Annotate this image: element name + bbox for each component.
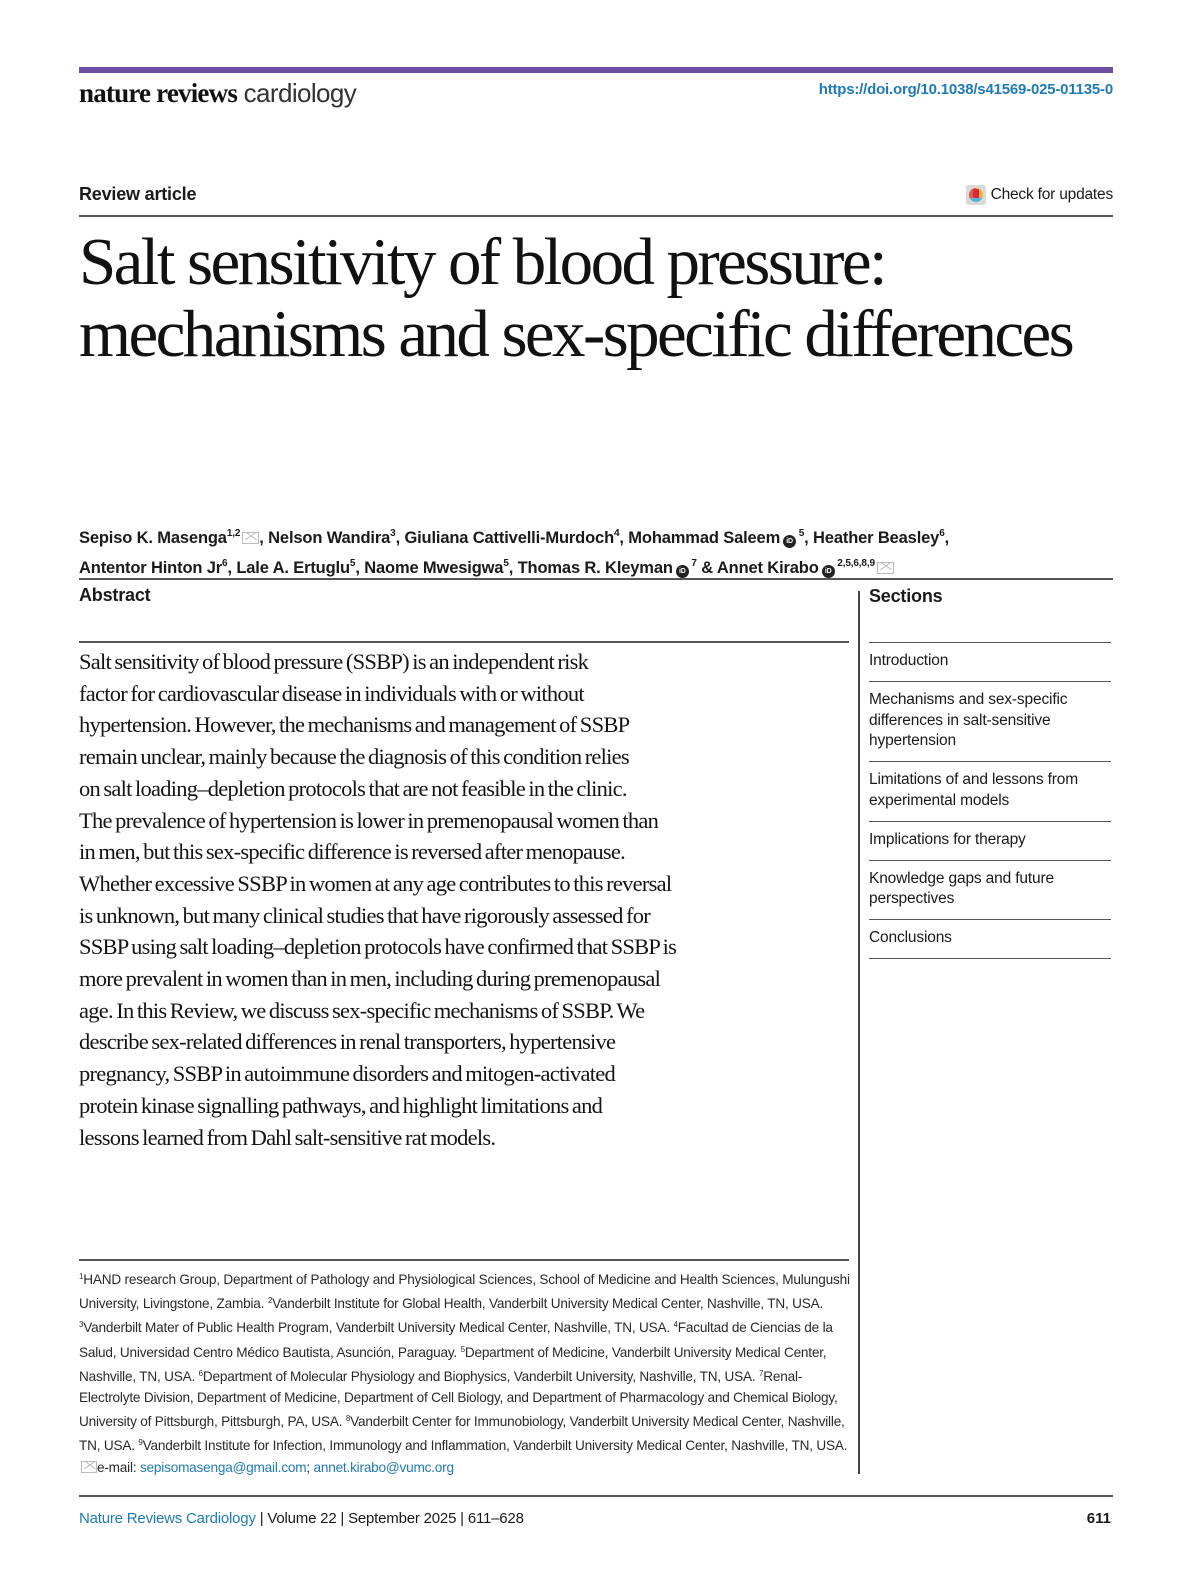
affiliation-number: 4 [673, 1320, 678, 1330]
footer-details: | Volume 22 | September 2025 | 611–628 [255, 1510, 524, 1527]
email-label: e-mail: [97, 1459, 140, 1475]
affiliation-number: 8 [345, 1414, 351, 1424]
abstract-line: on salt loading–depletion protocols that are not feasible in the clinic. [79, 775, 627, 801]
affiliation-number: 5 [460, 1344, 465, 1354]
sections-heading: Sections [869, 586, 943, 606]
abstract-line: SSBP using salt loading–depletion protocols have confirmed that SSBP is [79, 934, 677, 960]
abstract-line: pregnancy, SSBP in autoimmune disorders and mitogen-activated [79, 1061, 615, 1087]
check-for-updates-label: Check for updates [990, 186, 1113, 203]
abstract-line: Whether excessive SSBP in women at any age contributes to this reversal [79, 870, 672, 896]
affiliation-text: Department of Medicine, Vanderbilt University Medical Center, Nashville, TN, USA. [79, 1344, 827, 1384]
affiliation-superscript: 5 [796, 528, 805, 539]
abstract-text [79, 646, 839, 1153]
affiliation-number: 2 [267, 1296, 273, 1306]
journal-logo[interactable] [79, 76, 356, 110]
affiliation-superscript: 6 [222, 558, 228, 569]
affiliation-text: HAND research Group, Department of Pathology and Physiological Sciences, School of Medicine and Health Sciences, Mulungushi University, Livingstone, Zambia. [79, 1272, 850, 1312]
email-icon[interactable] [242, 532, 259, 544]
abstract-line: age. In this Review, we discuss sex-specific mechanisms of SSBP. We [79, 997, 645, 1023]
affiliation-number: 1 [79, 1272, 84, 1281]
author-name[interactable]: Annet Kirabo [716, 559, 819, 577]
section-link-mechanisms[interactable]: Mechanisms and sex-specific differences in salt-sensitive hypertension [869, 682, 1111, 762]
footer-journal-link[interactable]: Nature Reviews Cardiology [79, 1510, 256, 1527]
check-for-updates-button[interactable] [966, 185, 1113, 205]
section-link-conclusions[interactable]: Conclusions [869, 920, 1111, 959]
abstract-line: The prevalence of hypertension is lower in premenopausal women than [79, 807, 659, 833]
affiliation-number: 6 [198, 1368, 203, 1378]
divider [79, 1259, 849, 1261]
author-name[interactable]: Naome Mwesigwa [364, 559, 504, 577]
affiliation-superscript: 7 [688, 558, 697, 569]
author-name[interactable]: Lale A. Ertuglu [236, 559, 350, 577]
email-icon[interactable] [877, 562, 894, 574]
author-name[interactable]: Thomas R. Kleyman [517, 559, 673, 577]
email-link[interactable]: sepisomasenga@gmail.com [139, 1459, 307, 1475]
author-name[interactable]: Sepiso K. Masenga [79, 529, 227, 547]
author-list: Sepiso K. Masenga$^{1,2}$ , Nelson Wandira$^3$, Giuliana Cattivelli-Murdoch$^4$, Mohammad Saleem iD $^5$, Heather Beasley$^6$, Antentor Hinton Jr$^6$, Lale A. Ertuglu$^5$, Naome Mwesigwa$^5$, Thomas R. Kleyman iD $^7$ & Annet Kirabo iD $^{2,5,6,8,9}$ [79, 528, 950, 577]
footer-citation [79, 1510, 524, 1527]
divider [79, 1495, 1113, 1497]
abstract-line: lessons learned from Dahl salt-sensitive rat models. [79, 1124, 496, 1150]
abstract-line: is unknown, but many clinical studies that have rigorously assessed for [79, 902, 651, 928]
author-name[interactable]: Heather Beasley [813, 529, 940, 547]
email-link[interactable]: annet.kirabo@vumc.org [313, 1459, 454, 1475]
affiliation-superscript: 1,2 [226, 528, 241, 539]
article-type-label: Review article [79, 184, 197, 204]
affiliation-superscript: 3 [390, 528, 396, 539]
affiliation-text: Vanderbilt Institute for Global Health, Vanderbilt University Medical Center, Nashville, TN, USA. [272, 1296, 824, 1312]
section-link-therapy[interactable]: Implications for therapy [869, 822, 1111, 861]
journal-logo-light: cardiology [237, 78, 357, 108]
sections-nav [869, 642, 1111, 959]
affiliation-text: Department of Molecular Physiology and Biophysics, Vanderbilt University, Nashville, TN, USA. [202, 1368, 760, 1384]
affiliation-number: 3 [79, 1320, 84, 1330]
section-link-limitations[interactable]: Limitations of and lessons from experimental models [869, 762, 1111, 822]
affiliation-superscript: 4 [614, 528, 620, 539]
email-icon [81, 1461, 97, 1473]
abstract-line: protein kinase signalling pathways, and highlight limitations and [79, 1092, 603, 1118]
page-number: 611 [1086, 1510, 1111, 1527]
abstract-heading: Abstract [79, 585, 151, 605]
divider [79, 215, 1113, 217]
journal-logo-bold: nature reviews [79, 78, 238, 108]
affiliation-superscript: 5 [349, 558, 356, 569]
author-name[interactable]: Giuliana Cattivelli-Murdoch [404, 529, 614, 547]
affiliation-text: Vanderbilt Mater of Public Health Program, Vanderbilt University Medical Center, Nashville, TN, USA. [83, 1320, 674, 1336]
abstract-line: more prevalent in women than in men, including during premenopausal [79, 966, 661, 992]
section-link-knowledge-gaps[interactable]: Knowledge gaps and future perspectives [869, 861, 1111, 921]
affiliation-superscript: 2,5,6,8,9 [834, 558, 875, 569]
affiliation-text: Facultad de Ciencias de la Salud, Universidad Centro Médico Bautista, Asunción, Paraguay. [79, 1320, 833, 1360]
orcid-icon[interactable]: iD [676, 565, 689, 578]
author-name[interactable]: Antentor Hinton Jr [79, 559, 223, 577]
abstract-line: hypertension. However, the mechanisms and management of SSBP [79, 712, 630, 738]
section-link-introduction[interactable]: Introduction [869, 643, 1111, 682]
abstract-line: in men, but this sex-specific difference is reversed after menopause. [79, 839, 625, 865]
orcid-icon[interactable]: iD [783, 535, 796, 548]
divider [79, 578, 1113, 580]
doi-link[interactable]: https://doi.org/10.1038/s41569-025-01135-0 [818, 81, 1113, 98]
author-name[interactable]: Nelson Wandira [268, 529, 391, 547]
abstract-line: describe sex-related differences in renal transporters, hypertensive [79, 1029, 616, 1055]
article-title: Salt sensitivity of blood pressure: mechanisms and sex-specific differences [79, 225, 1073, 371]
crossmark-icon [966, 185, 986, 205]
affiliation-number: 7 [759, 1368, 764, 1378]
divider [79, 641, 849, 643]
author-name[interactable]: Mohammad Saleem [628, 529, 781, 547]
affiliation-text: Vanderbilt Institute for Infection, Immunology and Inflammation, Vanderbilt University Medical Center, Nashville, TN, USA. [142, 1438, 848, 1454]
affiliation-superscript: 5 [503, 558, 509, 569]
email-separator: ; [306, 1459, 314, 1475]
affiliation-text: Renal-Electrolyte Division, Department of Medicine, Department of Cell Biology, and Department of Pharmacology and Chemical Biology, University of Pittsburgh, Pittsburgh, PA, USA. [79, 1368, 838, 1430]
affiliations [79, 1266, 859, 1478]
affiliation-number: 9 [138, 1438, 143, 1448]
journal-accent-bar [79, 67, 1113, 73]
abstract-line: factor for cardiovascular disease in individuals with or without [79, 680, 584, 706]
abstract-line: Salt sensitivity of blood pressure (SSBP) is an independent risk [79, 649, 589, 674]
orcid-icon[interactable]: iD [822, 565, 835, 578]
abstract-line: remain unclear, mainly because the diagnosis of this condition relies [79, 744, 629, 770]
affiliation-superscript: 6 [939, 528, 945, 539]
affiliation-text: Vanderbilt Center for Immunobiology, Vanderbilt University Medical Center, Nashville, TN, USA. [79, 1414, 845, 1454]
